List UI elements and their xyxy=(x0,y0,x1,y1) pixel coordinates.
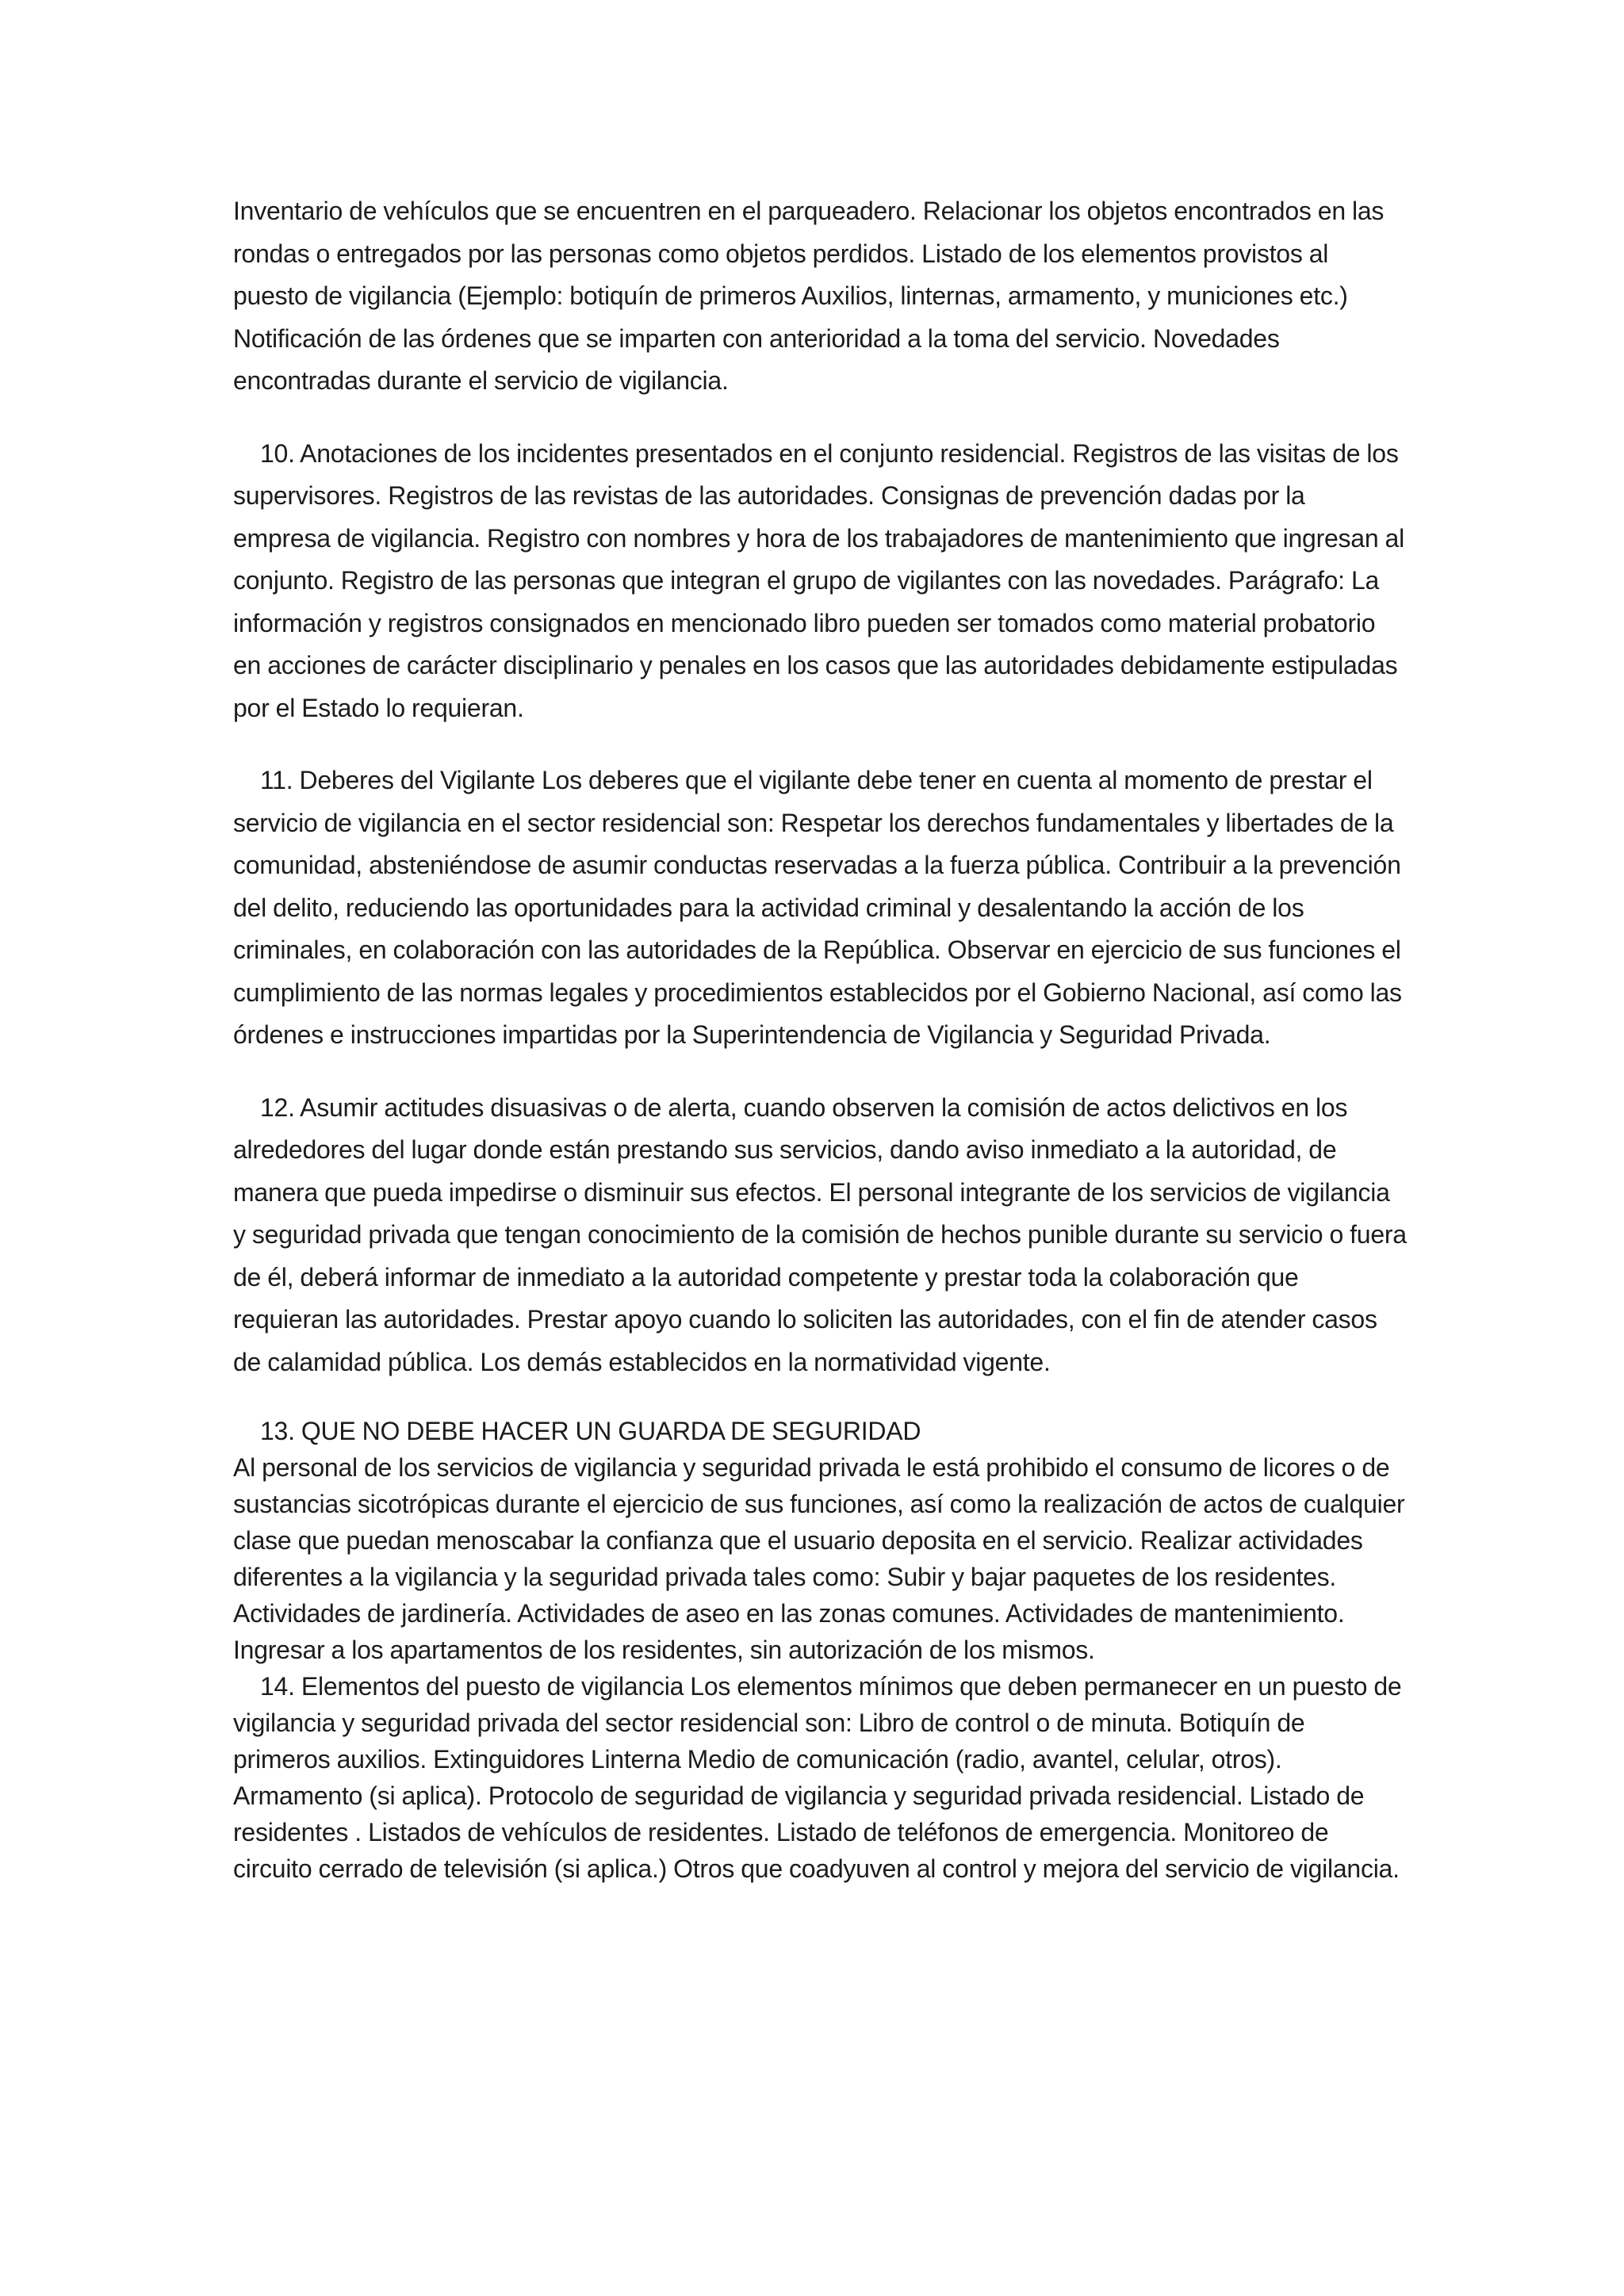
heading-13-prohibited-actions: 13. QUE NO DEBE HACER UN GUARDA DE SEGURIDAD xyxy=(260,1417,921,1445)
paragraph-14-post-elements: 14. Elementos del puesto de vigilancia Los elementos mínimos que deben permanecer en un puesto de vigilancia y seguridad privada del sector residencial son: Libro de control o de minuta. Botiquín de primeros auxilios. Extinguidores Linterna Medio de comunicación (radio, avantel, celular, otros). Armamento (si aplica). Protocolo de seguridad de vigilancia y seguridad privada residencial. Listado de residentes . Listados de vehículos de residentes. Listado de teléfonos de emergencia. Monitoreo de circuito cerrado de televisión (si aplica.) Otros que coadyuven al control y mejora del servicio de vigilancia. xyxy=(233,1672,1402,1883)
paragraph-11-guard-duties: 11. Deberes del Vigilante Los deberes que el vigilante debe tener en cuenta al momento de prestar el servicio de vigilancia en el sector residencial son: Respetar los derechos fundamentales y libertades de la comunidad, absteniéndose de asumir conductas reservadas a la fuerza pública. Contribuir a la prevención del delito, reduciendo las oportunidades para la actividad criminal y desalentando la acción de los criminales, en colaboración con las autoridades de la República. Observar en ejercicio de sus funciones el cumplimiento de las normas legales y procedimientos establecidos por el Gobierno Nacional, así como las órdenes e instrucciones impartidas por la Superintendencia de Vigilancia y Seguridad Privada. xyxy=(233,766,1402,1049)
document-body xyxy=(233,190,1407,1887)
paragraph-10-incident-notes: 10. Anotaciones de los incidentes presentados en el conjunto residencial. Registros de las visitas de los supervisores. Registros de las revistas de las autoridades. Consignas de prevención dadas por la empresa de vigilancia. Registro con nombres y hora de los trabajadores de mantenimiento que ingresan al conjunto. Registro de las personas que integran el grupo de vigilantes con las novedades. Parágrafo: La información y registros consignados en mencionado libro pueden ser tomados como material probatorio en acciones de carácter disciplinario y penales en los casos que las autoridades debidamente estipuladas por el Estado lo requieran. xyxy=(233,438,1404,722)
paragraph-13-prohibitions: Al personal de los servicios de vigilancia y seguridad privada le está prohibido el consumo de licores o de sustancias sicotrópicas durante el ejercicio de sus funciones, así como la realización de actos de cualquier clase que puedan menoscabar la confianza que el usuario deposita en el servicio. Realizar actividades diferentes a la vigilancia y la seguridad privada tales como: Subir y bajar paquetes de los residentes. Actividades de jardinería. Actividades de aseo en las zonas comunes. Actividades de mantenimiento. Ingresar a los apartamentos de los residentes, sin autorización de los mismos. xyxy=(233,1453,1405,1664)
paragraph-vehicle-inventory: Inventario de vehículos que se encuentren en el parqueadero. Relacionar los objetos encontrados en las rondas o entregados por las personas como objetos perdidos. Listado de los elementos provistos al puesto de vigilancia (Ejemplo: botiquín de primeros Auxilios, linternas, armamento, y municiones etc.) Notificación de las órdenes que se imparten con anterioridad a la toma del servicio. Novedades encontradas durante el servicio de vigilancia. xyxy=(233,197,1385,395)
paragraph-12-deterrent-attitudes: 12. Asumir actitudes disuasivas o de alerta, cuando observen la comisión de actos delictivos en los alrededores del lugar donde están prestando sus servicios, dando aviso inmediato a la autoridad, de manera que pueda impedirse o disminuir sus efectos. El personal integrante de los servicios de vigilancia y seguridad privada que tengan conocimiento de la comisión de hechos punible durante su servicio o fuera de él, deberá informar de inmediato a la autoridad competente y prestar toda la colaboración que requieran las autoridades. Prestar apoyo cuando lo soliciten las autoridades, con el fin de atender casos de calamidad pública. Los demás establecidos en la normatividad vigente. xyxy=(233,1093,1407,1376)
